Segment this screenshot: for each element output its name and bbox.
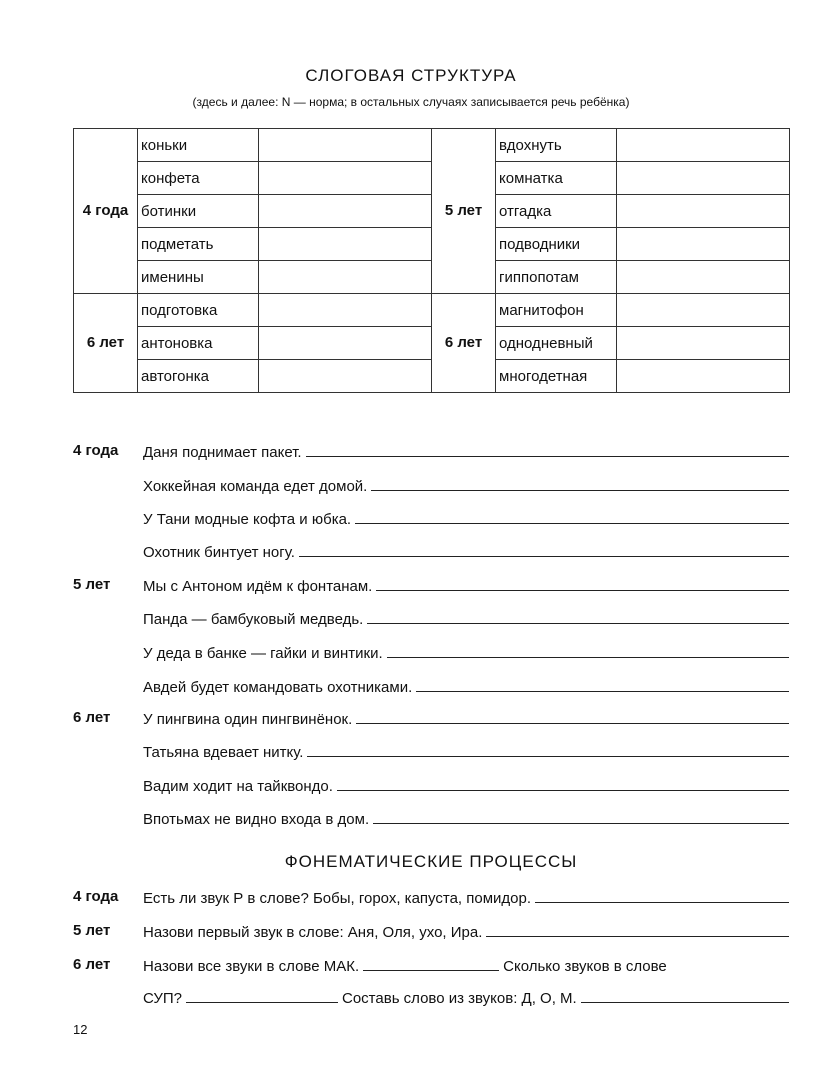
- answer-line[interactable]: [367, 622, 789, 624]
- phonemic-row: [143, 987, 789, 1007]
- word-cell: ботинки: [138, 195, 259, 228]
- sentence-row: [143, 608, 789, 628]
- sentence-row: [143, 775, 789, 795]
- age-label-5: 5 лет: [73, 576, 111, 593]
- answer-cell[interactable]: [259, 195, 432, 228]
- answer-line[interactable]: [186, 1001, 338, 1003]
- sentence-row: [143, 475, 789, 495]
- answer-line[interactable]: [306, 455, 789, 457]
- answer-cell[interactable]: [259, 327, 432, 360]
- sentence-text: Охотник бинтует ногу.: [143, 544, 295, 561]
- task-text: Есть ли звук Р в слове? Бобы, горох, капуста, помидор.: [143, 890, 532, 907]
- answer-cell[interactable]: [259, 129, 432, 162]
- sentence-text: Татьяна вдевает нитку.: [143, 744, 304, 761]
- answer-line[interactable]: [371, 489, 789, 491]
- word-cell: подводники: [496, 228, 617, 261]
- phonemic-row: [143, 887, 789, 907]
- answer-line[interactable]: [337, 789, 789, 791]
- sentence-text: У пингвина один пингвинёнок.: [143, 711, 353, 728]
- section-title-phonemic: ФОНЕМАТИЧЕСКИЕ ПРОЦЕССЫ: [284, 852, 578, 871]
- task-text: Составь слово из звуков: Д, О, М.: [342, 990, 577, 1007]
- task-text: Назови все звуки в слове МАК.: [143, 958, 360, 975]
- answer-line[interactable]: [376, 589, 789, 591]
- word-cell: подготовка: [138, 294, 259, 327]
- sentence-row: [143, 642, 789, 662]
- word-cell: вдохнуть: [496, 129, 617, 162]
- sentence-row: [143, 808, 789, 828]
- sentence-row: [143, 441, 789, 461]
- answer-line[interactable]: [355, 522, 789, 524]
- sentence-text: Даня поднимает пакет.: [143, 444, 302, 461]
- word-cell: однодневный: [496, 327, 617, 360]
- answer-cell[interactable]: [259, 294, 432, 327]
- word-cell: коньки: [138, 129, 259, 162]
- sentence-text: У Тани модные кофта и юбка.: [143, 511, 352, 528]
- age-cell: 4 года: [74, 129, 138, 294]
- answer-line[interactable]: [363, 969, 499, 971]
- answer-cell[interactable]: [259, 261, 432, 294]
- sentence-text: У деда в банке — гайки и винтики.: [143, 645, 383, 662]
- word-cell: многодетная: [496, 360, 617, 393]
- word-cell: автогонка: [138, 360, 259, 393]
- answer-line[interactable]: [373, 822, 789, 824]
- answer-line[interactable]: [581, 1001, 789, 1003]
- answer-cell[interactable]: [617, 360, 790, 393]
- age-cell: 6 лет: [432, 294, 496, 393]
- answer-line[interactable]: [535, 901, 789, 903]
- sentence-row: [143, 508, 789, 528]
- section-subtitle: (здесь и далее: N — норма; в остальных случаях записывается речь ребёнка): [192, 95, 630, 109]
- sentence-text: Мы с Антоном идём к фонтанам.: [143, 578, 373, 595]
- age-label-5: 5 лет: [73, 922, 111, 939]
- phonemic-row: [143, 921, 789, 941]
- word-cell: комнатка: [496, 162, 617, 195]
- answer-cell[interactable]: [617, 228, 790, 261]
- word-cell: конфета: [138, 162, 259, 195]
- sentence-text: Вадим ходит на тайквондо.: [143, 778, 333, 795]
- answer-cell[interactable]: [617, 294, 790, 327]
- word-cell: именины: [138, 261, 259, 294]
- sentence-text: Впотьмах не видно входа в дом.: [143, 811, 370, 828]
- age-label-4: 4 года: [73, 442, 119, 459]
- age-cell: 5 лет: [432, 129, 496, 294]
- answer-line[interactable]: [299, 555, 789, 557]
- word-cell: магнитофон: [496, 294, 617, 327]
- table-row: [74, 129, 790, 162]
- sentence-text: Панда — бамбуковый медведь.: [143, 611, 364, 628]
- answer-line[interactable]: [387, 656, 789, 658]
- syllable-table: [73, 128, 790, 393]
- age-label-6: 6 лет: [73, 709, 111, 726]
- sentence-row: [143, 676, 789, 696]
- answer-cell[interactable]: [617, 129, 790, 162]
- answer-line[interactable]: [486, 935, 789, 937]
- task-text: Сколько звуков в слове: [503, 958, 667, 975]
- sentence-row: [143, 541, 789, 561]
- task-text: СУП?: [143, 990, 182, 1007]
- word-cell: отгадка: [496, 195, 617, 228]
- age-cell: 6 лет: [74, 294, 138, 393]
- phonemic-row: [143, 955, 789, 975]
- sentence-row: [143, 575, 789, 595]
- task-text: Назови первый звук в слове: Аня, Оля, ухо, Ира.: [143, 924, 483, 941]
- age-label-6: 6 лет: [73, 956, 111, 973]
- answer-cell[interactable]: [617, 327, 790, 360]
- answer-line[interactable]: [416, 690, 789, 692]
- answer-cell[interactable]: [617, 261, 790, 294]
- answer-line[interactable]: [307, 755, 789, 757]
- word-cell: подметать: [138, 228, 259, 261]
- age-label-4: 4 года: [73, 888, 119, 905]
- answer-line[interactable]: [356, 722, 789, 724]
- answer-cell[interactable]: [259, 162, 432, 195]
- sentence-text: Хоккейная команда едет домой.: [143, 478, 368, 495]
- answer-cell[interactable]: [259, 360, 432, 393]
- word-cell: антоновка: [138, 327, 259, 360]
- answer-cell[interactable]: [617, 195, 790, 228]
- word-cell: гиппопотам: [496, 261, 617, 294]
- answer-cell[interactable]: [617, 162, 790, 195]
- section-title-syllable: СЛОГОВАЯ СТРУКТУРА: [305, 66, 517, 85]
- sentence-row: [143, 741, 789, 761]
- sentence-row: [143, 708, 789, 728]
- answer-cell[interactable]: [259, 228, 432, 261]
- table-row: [74, 294, 790, 327]
- page-number: 12: [73, 1022, 88, 1037]
- sentence-text: Авдей будет командовать охотниками.: [143, 679, 413, 696]
